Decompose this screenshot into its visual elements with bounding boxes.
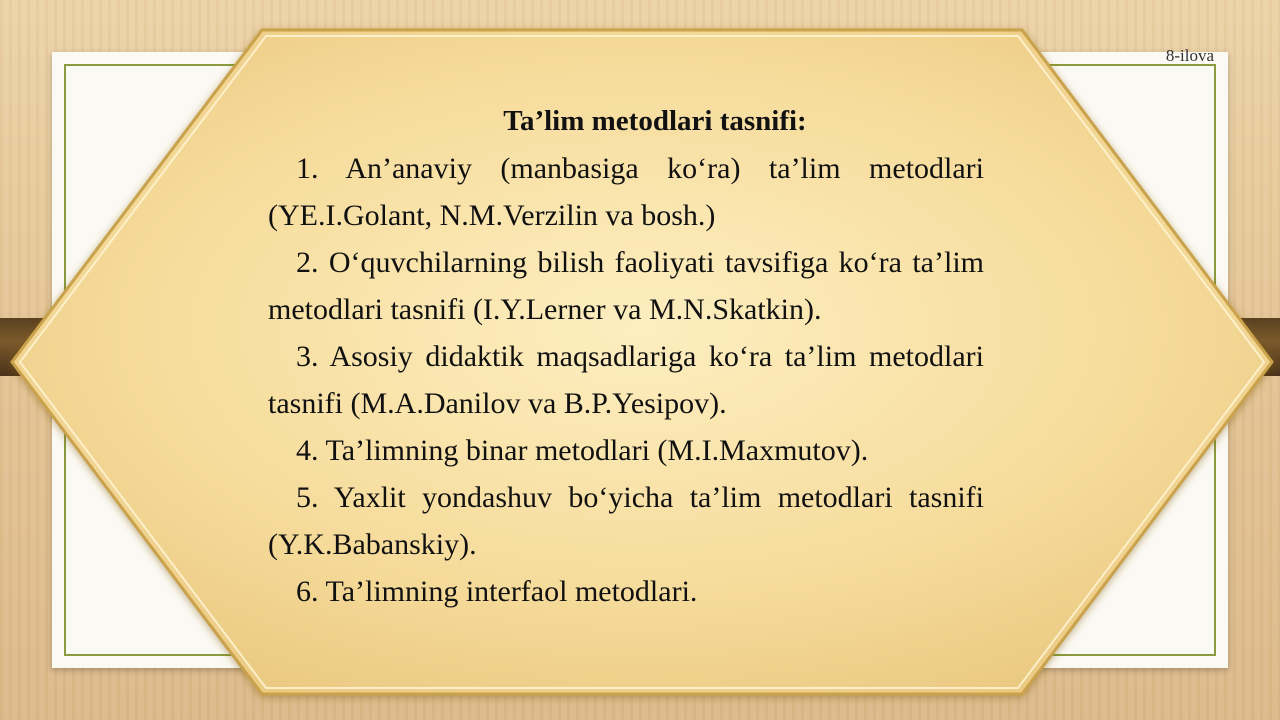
- list-item: 5. Yaxlit yondashuv bo‘yicha ta’lim metodlari tasnifi (Y.K.Babanskiy).: [268, 481, 984, 561]
- appendix-label: 8-ilova: [1165, 46, 1214, 65]
- list-item: 1. An’anaviy (manbasiga ko‘ra) ta’lim metodlari (YE.I.Golant, N.M.Verzilin va bosh.): [268, 152, 984, 232]
- slide-title: Ta’lim metodlari tasnifi:: [503, 105, 807, 137]
- list-item: 6. Ta’limning interfaol metodlari.: [296, 575, 698, 608]
- slide-content: [268, 98, 984, 615]
- list-item: 4. Ta’limning binar metodlari (M.I.Maxmutov).: [296, 434, 869, 467]
- list-item: 3. Asosiy didaktik maqsadlariga ko‘ra ta’lim metodlari tasnifi (M.A.Danilov va B.P.Yesipov).: [268, 340, 984, 420]
- list-item: 2. O‘quvchilarning bilish faoliyati tavsifiga ko‘ra ta’lim metodlari tasnifi (I.Y.Lerner va M.N.Skatkin).: [268, 246, 984, 326]
